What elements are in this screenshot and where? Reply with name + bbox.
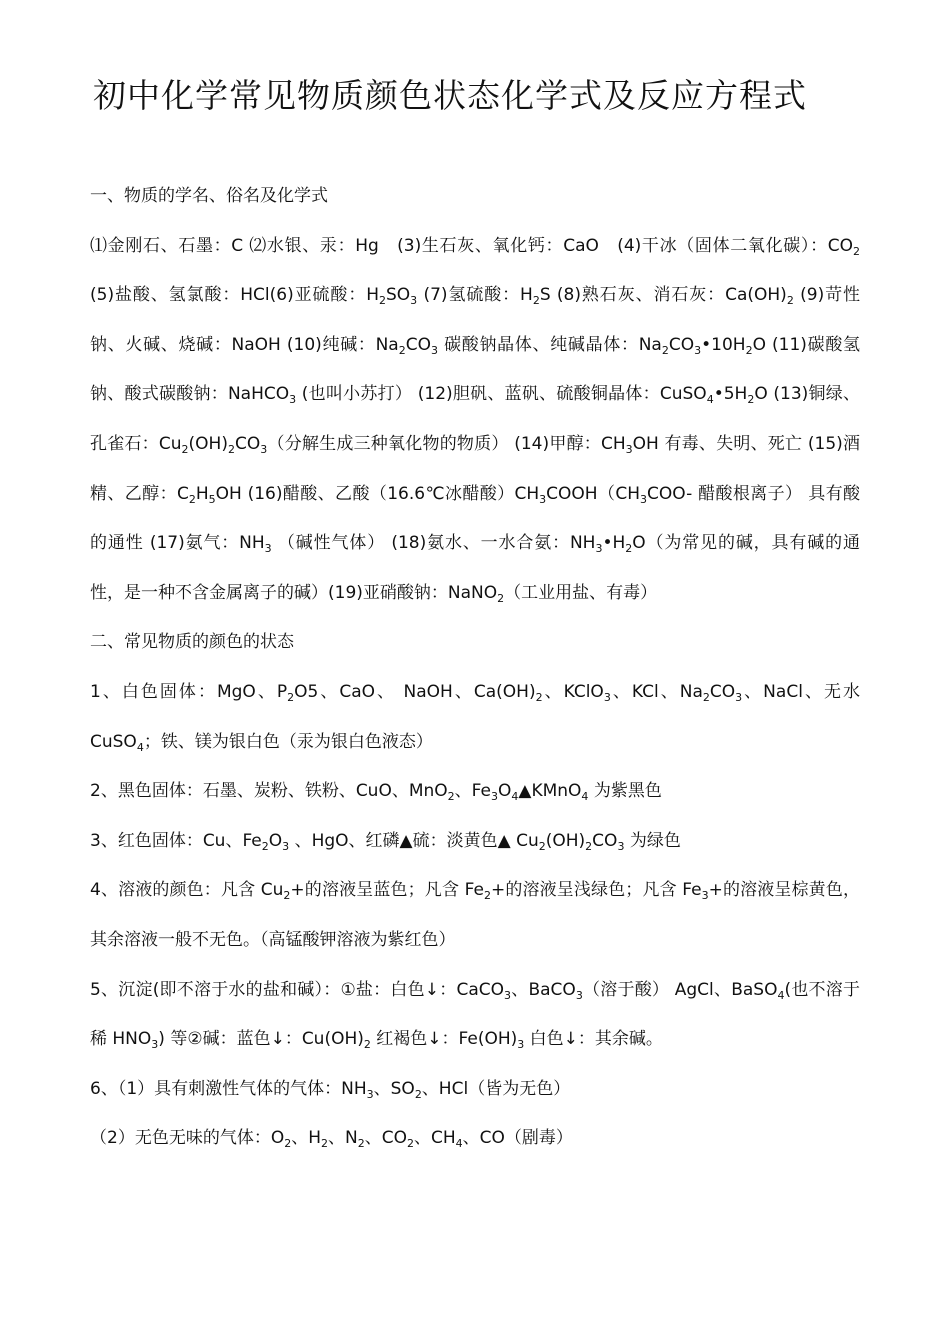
subscript: 2 <box>227 442 235 456</box>
subscript: 2 <box>853 244 860 258</box>
text-run: 红褐色↓：Fe(OH) <box>370 1029 518 1050</box>
subscript: 4 <box>455 1137 463 1151</box>
subscript: 3 <box>617 839 625 853</box>
text-run: ；铁、镁为银白色（汞为银白色液态） <box>143 731 433 752</box>
text-run: 6、（1）具有刺激性气体的气体：NH <box>90 1078 367 1099</box>
text-run: 、SO <box>373 1078 415 1099</box>
text-run: O (13)铜绿、孔雀石：Cu <box>90 384 861 454</box>
color-item-6-sub-2 <box>90 1114 860 1164</box>
text-run: (OH) <box>188 433 228 454</box>
text-run: 、H <box>291 1128 321 1149</box>
text-run: CO <box>405 334 431 355</box>
text-run: OH (16)醋酸、乙酸（16.6℃冰醋酸）CH <box>215 483 540 504</box>
subscript: 3 <box>694 343 702 357</box>
text-run: S (8)熟石灰、消石灰：Ca(OH) <box>539 285 787 306</box>
text-run: ▲KMnO <box>518 781 582 802</box>
subscript: 2 <box>284 1137 292 1151</box>
subscript: 2 <box>398 343 406 357</box>
text-run: +的溶液呈蓝色；凡含 Fe <box>290 880 484 901</box>
color-item-6 <box>90 1065 860 1115</box>
text-run: （分解生成三种氧化物的物质） (14)甲醇：CH <box>267 433 626 454</box>
text-run: COOH（CH <box>546 483 641 504</box>
section-1-heading: 一、物质的学名、俗名及化学式 <box>90 186 328 206</box>
subscript: 3 <box>701 889 709 903</box>
text-run: 、KCl、Na <box>610 681 703 702</box>
text-run: 、CO <box>364 1128 407 1149</box>
subscript: 4 <box>136 740 144 754</box>
subscript: 3 <box>366 1087 374 1101</box>
subscript: 3 <box>595 542 603 556</box>
text-run: 、NaCl、无水 CuSO <box>90 681 860 752</box>
subscript: 2 <box>447 790 455 804</box>
text-run: (OH) <box>545 830 586 851</box>
text-run: (也叫小苏打） (12)胆矾、蓝矾、硫酸铜晶体：CuSO <box>296 384 707 405</box>
text-run: O（为常见的碱，具有碱的通性，是一种不含金属离子的碱）(19)亚硝酸钠：NaNO <box>90 533 860 603</box>
text-run: （溶于酸） AgCl、BaSO <box>582 979 778 1000</box>
subscript: 5 <box>208 492 216 506</box>
subscript: 3 <box>431 343 438 357</box>
subscript: 2 <box>538 839 546 853</box>
subscript: 3 <box>625 442 633 456</box>
text-run: 、N <box>328 1128 358 1149</box>
text-run: •H <box>602 533 626 554</box>
subscript: 2 <box>585 839 593 853</box>
text-run: (7)氢硫酸：H <box>417 285 533 306</box>
text-run: O5、CaO、 NaOH、Ca(OH) <box>294 681 536 702</box>
color-item-3 <box>90 817 860 867</box>
subscript: 2 <box>181 442 189 456</box>
text-run: 1、白色固体：MgO、P <box>90 681 288 702</box>
subscript: 2 <box>625 542 633 556</box>
subscript: 4 <box>581 790 589 804</box>
text-run: O <box>497 781 512 802</box>
subscript: 2 <box>535 690 543 704</box>
text-run: （工业用盐、有毒） <box>504 582 658 603</box>
text-run: CO <box>668 334 695 355</box>
subscript: 2 <box>661 343 669 357</box>
text-run: 为紫黑色 <box>588 781 662 802</box>
subscript: 3 <box>603 690 611 704</box>
text-run: •10H <box>701 334 746 355</box>
text-run: (也不溶于稀 HNO <box>90 979 860 1050</box>
text-run: ⑴金刚石、石墨：C ⑵水银、汞：Hg (3)生石灰、氧化钙：CaO (4)干冰（固体二氧化碳）：CO <box>90 235 853 256</box>
subscript: 4 <box>511 790 519 804</box>
subscript: 2 <box>532 294 540 308</box>
subscript: 2 <box>261 839 269 853</box>
text-run: OH 有毒、失明、死亡 (15)酒精、乙醇：C <box>90 433 860 504</box>
subscript: 2 <box>745 343 753 357</box>
text-run: 、HCl（皆为无色） <box>421 1078 571 1099</box>
subscript: 2 <box>406 1137 414 1151</box>
subscript: 3 <box>410 294 418 308</box>
subscript: 2 <box>786 294 794 308</box>
text-run: （2）无色无味的气体：O <box>90 1128 285 1149</box>
section-2-heading: 二、常见物质的颜色的状态 <box>90 632 294 653</box>
subscript: 2 <box>497 591 505 605</box>
subscript: 3 <box>517 1038 525 1052</box>
subscript: 2 <box>357 1137 365 1151</box>
subscript: 3 <box>575 988 583 1002</box>
text-run: CO <box>709 681 736 702</box>
text-run: ) 等②碱：蓝色↓：Cu(OH) <box>158 1029 364 1050</box>
text-run: 、HgO、红磷▲硫：淡黄色▲ Cu <box>289 830 539 851</box>
color-item-4 <box>90 866 860 965</box>
text-run: 碳酸钠晶体、纯碱晶体：Na <box>438 334 662 355</box>
document-body <box>90 172 860 1164</box>
text-run: 3、红色固体：Cu、Fe <box>90 830 262 851</box>
subscript: 4 <box>777 988 785 1002</box>
text-run: •5H <box>713 384 748 405</box>
subscript: 3 <box>504 988 512 1002</box>
subscript: 2 <box>702 690 710 704</box>
subscript: 3 <box>539 492 547 506</box>
section-1-paragraph <box>90 222 860 619</box>
text-run: 、Fe <box>454 781 491 802</box>
text-run: O <box>268 830 283 851</box>
subscript: 2 <box>188 492 196 506</box>
text-run: H <box>195 483 209 504</box>
subscript: 2 <box>363 1038 371 1052</box>
subscript: 3 <box>260 442 268 456</box>
subscript: 2 <box>414 1087 422 1101</box>
text-run: 4、溶液的颜色：凡含 Cu <box>90 880 284 901</box>
text-run: （碱性气体） (18)氨水、一水合氨：NH <box>271 533 596 554</box>
page-title: 初中化学常见物质颜色状态化学式及反应方程式 <box>93 76 807 115</box>
text-run: COO- 醋酸根离子） 具有酸的通性 (17)氨气：NH <box>90 483 860 554</box>
text-run: 白色↓：其余碱。 <box>524 1029 663 1050</box>
subscript: 2 <box>747 393 755 407</box>
text-run: 5、沉淀(即不溶于水的盐和碱）：①盐：白色↓：CaCO <box>90 979 505 1000</box>
subscript: 2 <box>379 294 386 308</box>
text-run: 、KClO <box>542 681 604 702</box>
subscript: 3 <box>151 1038 159 1052</box>
text-run: 、BaCO <box>511 979 576 1000</box>
subscript: 4 <box>706 393 714 407</box>
subscript: 3 <box>264 542 272 556</box>
text-run: +的溶液呈棕黄色，其余溶液一般不无色。（高锰酸钾溶液为紫红色） <box>90 880 860 950</box>
subscript: 2 <box>321 1137 328 1151</box>
text-run: 2、黑色固体：石墨、炭粉、铁粉、CuO、MnO <box>90 781 448 802</box>
text-run: 为绿色 <box>624 830 681 851</box>
color-item-5 <box>90 966 860 1065</box>
subscript: 3 <box>640 492 648 506</box>
subscript: 3 <box>735 690 743 704</box>
text-run: (9)苛性钠、火碱、烧碱：NaOH (10)纯碱：Na <box>90 285 860 355</box>
color-item-2 <box>90 767 860 817</box>
subscript: 3 <box>490 790 498 804</box>
text-run: O (11)碳酸氢钠、酸式碳酸钠：NaHCO <box>90 334 861 405</box>
text-run: CO <box>592 830 618 851</box>
text-run: CO <box>234 433 261 454</box>
color-item-1 <box>90 668 860 767</box>
text-run: 、CO（剧毒） <box>462 1128 573 1149</box>
text-run: SO <box>386 285 411 306</box>
subscript: 2 <box>287 690 295 704</box>
subscript: 3 <box>282 839 290 853</box>
text-run: (5)盐酸、氢氯酸：HCl(6)亚硫酸：H <box>90 285 379 306</box>
subscript: 2 <box>483 889 491 903</box>
subscript: 3 <box>289 393 297 407</box>
subscript: 2 <box>283 889 291 903</box>
text-run: 、CH <box>413 1128 456 1149</box>
text-run: +的溶液呈浅绿色；凡含 Fe <box>490 880 702 901</box>
